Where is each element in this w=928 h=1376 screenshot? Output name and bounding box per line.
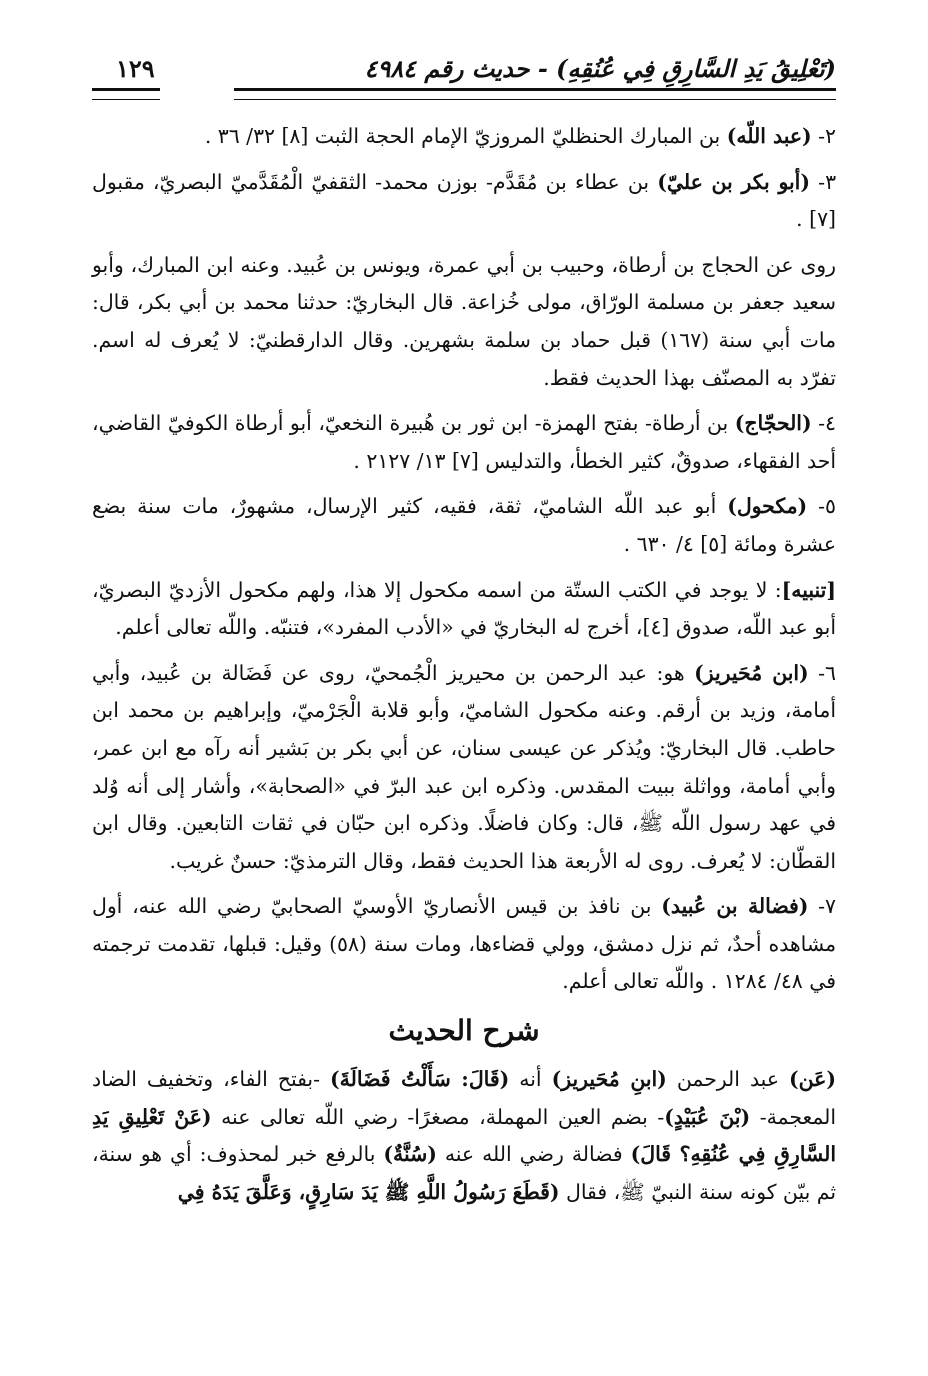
commentary-segment: (عَن) [789, 1067, 836, 1092]
entry-text: روى عن الحجاج بن أرطاة، وحبيب بن أبي عمرة، ويونس بن عُبيد. وعنه ابن المبارك، وأبو سعيد جعفر بن مسلمة الورّاق، مولى خُزاعة. قال البخاريّ: حدثنا محمد بن أبي بكر، قال: مات أبي سنة (١٦٧) قبل حماد بن سلمة بشهرين. وقال الدارقطنيّ: لا يُعرف له اسم. تفرّد به المصنّف بهذا الحديث فقط. [92, 252, 836, 390]
entry-text: بن أرطاة- بفتح الهمزة- ابن ثور بن هُبيرة النخعيّ، أبو أرطاة الكوفيّ القاضي، أحد الفقهاء، صدوقٌ، كثير الخطأ، والتدليس [٧] ١٣/ ٢١٢٧ . [92, 411, 836, 473]
entry-number: ٤- [811, 411, 836, 436]
entry-number: ٥- [807, 494, 836, 519]
commentary-segment: بالرفع خبر لمحذوف: أي هو سنة، ثم بيّن كونه سنة النبيّ ﷺ، فقال [92, 1142, 836, 1204]
narrator-details [92, 247, 836, 397]
narrator-entry [92, 888, 836, 1001]
commentary-segment: (قَطَعَ رَسُولُ اللَّهِ ﷺ يَدَ سَارِقٍ، وَعَلَّقَ يَدَهُ فِي [177, 1179, 560, 1204]
commentary-segment: عبد الرحمن [666, 1067, 790, 1092]
entry-text: هو: عبد الرحمن بن محيريز الْجُمحيّ، روى عن فَضَالة بن عُبيد، وأبي أمامة، وزيد بن أرقم. وعنه مكحول الشاميّ، وأبو قلابة الْجَرْميّ، وإبراهيم بن محمد ابن حاطب. قال البخاريّ: ويُذكر عن عيسى سنان، عن أبي بكر بن بَشير أنه رآه مع ابن عمر، وأبي أمامة، وواثلة ببيت المقدس. وذكره ابن عبد البرّ في «الصحابة»، وأشار إلى أنه وُلد في عهد رسول اللّه ﷺ، قال: وكان فاضلًا. وذكره ابن حبّان في ثقات التابعين. وقال ابن القطّان: لا يُعرف. روى له الأربعة هذا الحديث فقط، وقال الترمذيّ: حسنٌ غريب. [92, 660, 836, 873]
entry-text: : لا يوجد في الكتب الستّة من اسمه مكحول إلا هذا، ولهم مكحول الأزديّ البصريّ، أبو عبد اللّه، صدوق [٤]، أخرج له البخاريّ في «الأدب المفرد»، فتنبّه. واللّه تعالى أعلم. [92, 577, 836, 640]
entry-number: ٣- [810, 169, 837, 194]
commentary-paragraph [92, 1061, 836, 1211]
narrator-entry [92, 164, 836, 239]
commentary-segment: - بضم العين المهملة، مصغرًا- رضي اللّه تعالى عنه [211, 1104, 665, 1129]
commentary-segment: أنه [509, 1067, 552, 1092]
commentary-segment: (عَنْ تَعْلِيقِ يَدِ السَّارِقِ فِي عُنُقِهِ؟ قَالَ) [92, 1104, 836, 1167]
running-title: (تَعْلِيقُ يَدِ السَّارِقِ فِي عُنُقِهِ) - حديث رقم ٤٩٨٤ [364, 54, 836, 83]
narrator-name: (عبد اللّه) [726, 124, 812, 148]
page-header [92, 46, 836, 86]
entry-text: بن نافذ بن قيس الأنصاريّ الأوسيّ الصحابيّ رضي الله عنه، أول مشاهده أحدٌ، ثم نزل دمشق، وولي قضاءها، ومات سنة (٥٨) وقيل: قبلها، تقدمت ترجمته في ٤٨/ ١٢٨٤ . واللّه تعالى أعلم. [92, 894, 836, 994]
commentary-segment: فضالة رضي الله عنه [436, 1142, 631, 1167]
header-rule-gap [160, 84, 234, 100]
narrator-name: (فضالة بن عُبيد) [661, 894, 809, 919]
commentary-segment: (سُنَّةٌ) [383, 1142, 437, 1167]
narrator-entry [92, 118, 836, 156]
page-number: ١٢٩ [116, 54, 155, 83]
section-heading: شرح الحديث [388, 1014, 540, 1048]
entry-text: بن عطاء بن مُقَدَّم- بوزن محمد- الثقفيّ الْمُقَدَّميّ البصريّ، مقبول [٧] . [92, 169, 836, 232]
narrator-name: (أبو بكر بن عليّ) [657, 169, 810, 194]
commentary-segment: (قَالَ: سَأَلْتُ فَضَالَةَ) [330, 1067, 510, 1092]
commentary-segment: (بْنَ عُبَيْدٍ) [664, 1104, 751, 1129]
entry-number: ٦- [808, 660, 836, 685]
commentary-segment: (ابنِ مُحَيريز) [551, 1067, 667, 1092]
narrator-entry [92, 405, 836, 480]
commentary-segment: -بفتح الفاء، وتخفيف الضاد المعجمة- [92, 1067, 836, 1129]
entry-number: ٢- [811, 124, 836, 148]
page-body [92, 118, 836, 1211]
narrator-entry [92, 655, 836, 881]
narrator-name: (ابن مُحَيريز) [694, 660, 809, 685]
entry-text: بن المبارك الحنظليّ المروزيّ الإمام الحجة الثبت [٨] ٣٢/ ٣٦ . [204, 124, 727, 148]
entry-number: ٧- [808, 894, 836, 919]
note-paragraph [92, 572, 836, 647]
narrator-name: (الحجّاج) [734, 411, 812, 436]
entry-text: أبو عبد اللّه الشاميّ، ثقة، فقيه، كثير الإرسال، مشهورٌ، مات سنة بضع عشرة ومائة [٥] ٤/ ٦٣٠ . [92, 494, 836, 556]
narrator-entry [92, 488, 836, 563]
narrator-name: (مكحول) [727, 494, 808, 519]
note-label: [تنبيه] [781, 577, 836, 602]
